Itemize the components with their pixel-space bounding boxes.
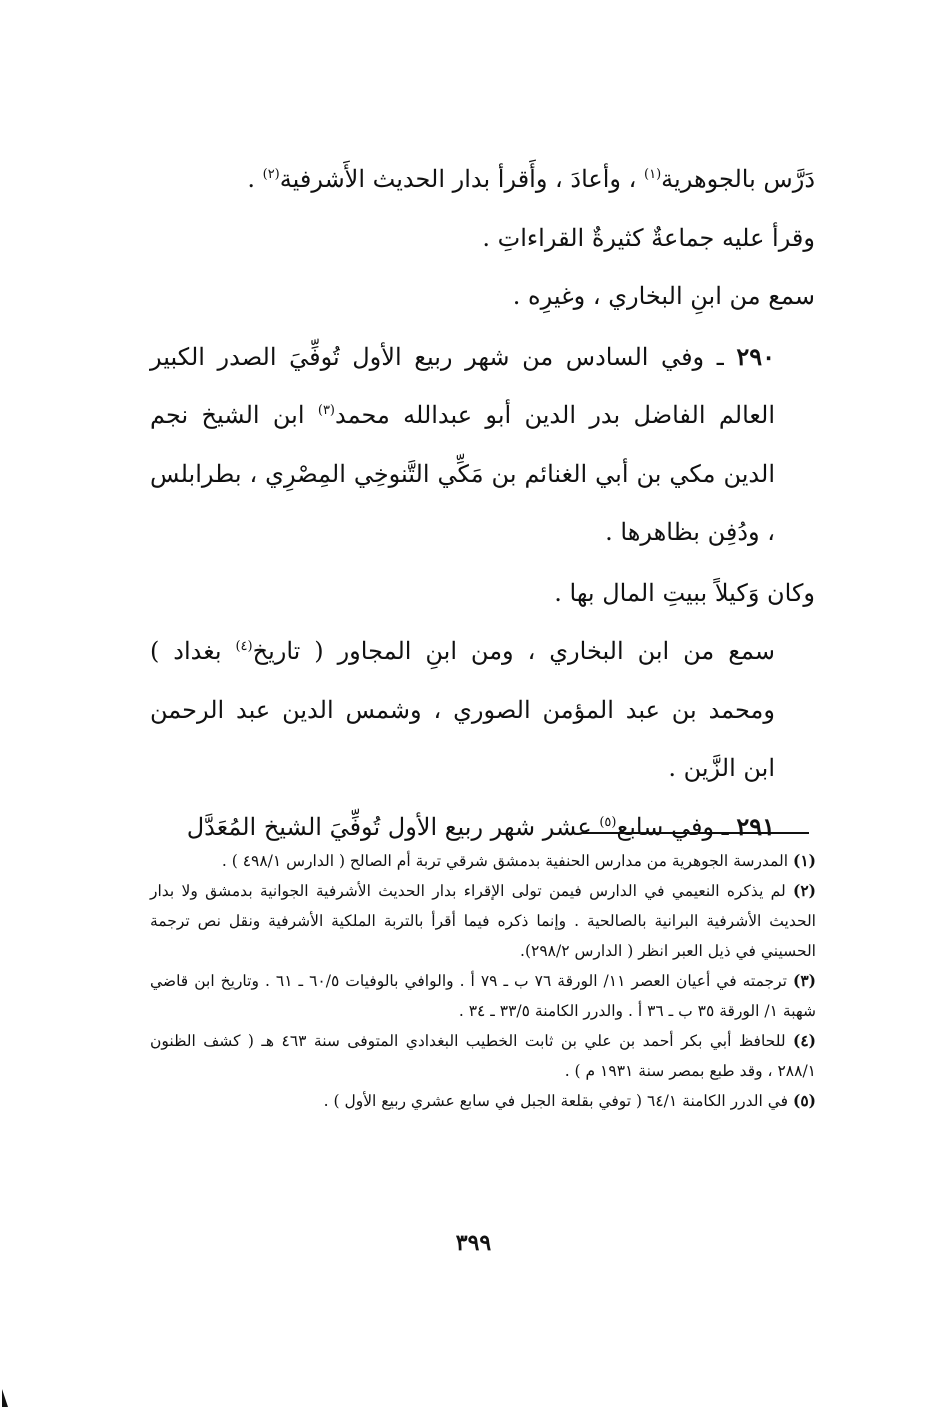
footnote-text: المدرسة الجوهرية من مدارس الحنفية بدمشق شرقي تربة أم الصالح ( الدارس ٤٩٨/١ ) . xyxy=(221,852,793,870)
footnote-5 xyxy=(150,1086,816,1116)
main-line-3: سمع من ابنِ البخاري ، وغيرِه . xyxy=(512,282,815,310)
footnote-4 xyxy=(150,1026,816,1086)
text-run: . xyxy=(247,165,263,193)
main-line-wakeel: وكان وَكيلاً ببيتِ المال بها . xyxy=(554,578,815,607)
footnote-text: في الدرر الكامنة ٦٤/١ ( توفي بقلعة الجبل في سابع عشري ربيع الأول ) . xyxy=(323,1092,793,1110)
text-run: سمع من ابن البخاري ، ومن ابنِ المجاور ( تاريخ xyxy=(252,637,775,665)
footnote-number: (١) xyxy=(792,851,816,870)
text-run: بغداد ) ومحمد بن عبد المؤمن الصوري ، وشمس الدين عبد الرحمن ابن الزَّين . xyxy=(150,637,775,782)
text-run: دَرَّس بالجوهرية xyxy=(661,165,815,193)
main-line-2: وقرأ عليه جماعةٌ كثيرةٌ القراءاتِ . xyxy=(482,223,815,252)
text-run: ابن الشيخ نجم الدين مكي بن أبي الغنائم بن مَكِّي التَّنوخِي المِصْرِي ، بطرابلس ، ودُفِن بظاهرها . xyxy=(150,401,775,546)
scan-corner-mark-icon xyxy=(0,1385,16,1409)
footnote-2 xyxy=(150,876,816,966)
page-number: ٣٩٩ xyxy=(455,1230,492,1256)
footnote-text: لم يذكره النعيمي في الدارس فيمن تولى الإقراء بدار الحديث الأشرفية الجوانية بدمشق ولا بدار الحديث الأشرفية البرانية بالصالحية . وإنما ذكره فيما أقرأ بالتربة الملكية الأشرفية ونقل نص ترجمة الحسيني في ذيل العبر انظر ( الدارس ٢٩٨/٢). xyxy=(150,882,816,960)
footnote-ref-3: (٣) xyxy=(317,403,335,418)
footnote-text: ترجمته في أعيان العصر ١١/ الورقة ٧٦ ب ـ ٧٩ أ . والوافي بالوفيات ٦٠/٥ ـ ٦١ . وتاريخ ابن قاضي شهبة ١/ الورقة ٣٥ ب ـ ٣٦ أ . والدرر الكامنة ٣٣/٥ ـ ٣٤ . xyxy=(150,972,816,1020)
footnote-ref-5: (٥) xyxy=(599,814,617,830)
entry-number: ٢٩١ xyxy=(736,811,775,841)
main-line-1 xyxy=(150,150,815,209)
footnote-ref-2: (٢) xyxy=(262,167,280,182)
footnote-separator xyxy=(583,832,809,834)
main-text xyxy=(150,150,815,856)
text-run: عشر شهر ربيع الأول تُوفِّيَ الشيخ المُعَدَّل xyxy=(186,812,600,841)
footnote-number: (٣) xyxy=(793,971,817,990)
entry-number: ٢٩٠ xyxy=(736,341,775,371)
entry-290 xyxy=(150,328,815,562)
footnote-number: (٤) xyxy=(792,1031,816,1050)
text-run: ـ وفي السادس من شهر ربيع الأول تُوفِّيَ الصدر الكبير العالم الفاضل بدر الدين أبو عبدالله محمد xyxy=(150,342,775,429)
footnotes xyxy=(150,846,816,1116)
footnote-ref-1: (١) xyxy=(644,167,662,182)
text-run: ، وأعادَ ، وأَقرأ بدار الحديث الأَشرفية xyxy=(279,165,645,193)
footnote-number: (٢) xyxy=(792,881,816,900)
main-para-sama xyxy=(150,622,815,798)
footnote-1 xyxy=(150,846,816,876)
footnote-text: للحافظ أبي بكر أحمد بن علي بن ثابت الخطيب البغدادي المتوفى سنة ٤٦٣ هـ ( كشف الظنون ٢٨٨/١ ، وقد طبع بمصر سنة ١٩٣١ م ) . xyxy=(150,1032,816,1080)
text-run: ـ وفي سابع xyxy=(616,812,737,841)
footnote-number: (٥) xyxy=(792,1091,816,1110)
footnote-3 xyxy=(150,966,816,1026)
footnote-ref-4: (٤) xyxy=(235,639,253,654)
